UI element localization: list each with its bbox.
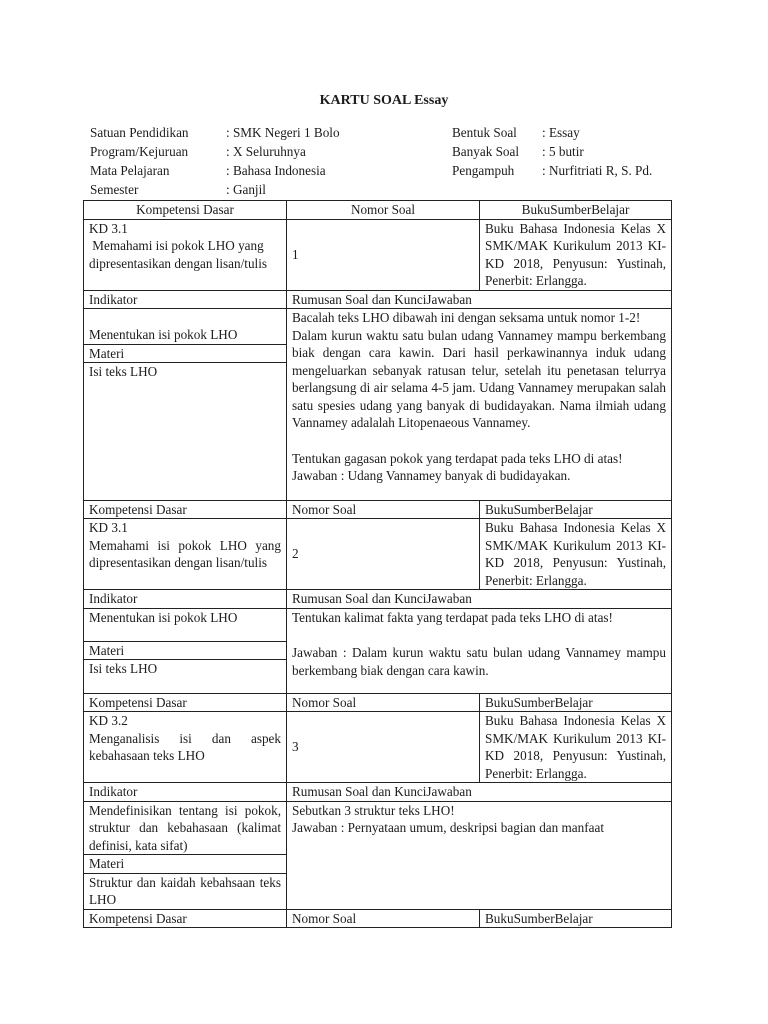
nomor-header: Nomor Soal [287,693,480,712]
kd-description: Memahami isi pokok LHO yang dipresentasikan dengan lisan/tulis [89,537,281,570]
kd-cell [84,519,287,590]
soal-cell [287,801,672,909]
rumusan-row [84,801,672,909]
materi-text: Isi teks LHO [84,362,286,381]
question-card-table [83,200,672,928]
meta-label: Mata Pelajaran [90,163,170,178]
meta-label: Program/Kejuruan [90,144,189,159]
meta-value: : 5 butir [542,144,584,159]
kd-description: Menganalisis isi dan aspek kebahasaan teks LHO [89,730,281,763]
indikator-text: Menentukan isi pokok LHO [89,327,238,342]
soal-question: Tentukan gagasan pokok yang terdapat pada teks LHO di atas! [292,450,623,466]
indikator-cell [84,608,287,693]
buku-sumber: Buku Bahasa Indonesia Kelas X SMK/MAK Kurikulum 2013 KI-KD 2018, Penyusun: Yustinah, Penerbit: Erlangga. [480,519,672,590]
card-info-row [84,519,672,590]
rumusan-row [84,608,672,693]
meta-label: Bentuk Soal [452,125,517,140]
materi-text: Isi teks LHO [84,659,286,693]
materi-label: Materi [84,641,286,660]
meta-value: : Nurfitriati R, S. Pd. [542,163,653,178]
meta-label: Banyak Soal [452,144,520,159]
kd-cell [84,219,287,290]
indikator-cell [84,801,287,909]
kd-description: Memahami isi pokok LHO yang dipresentasikan dengan lisan/tulis [89,238,268,271]
kd-code: KD 3.1 [89,220,128,236]
buku-sumber: Buku Bahasa Indonesia Kelas X SMK/MAK Kurikulum 2013 KI-KD 2018, Penyusun: Yustinah, Penerbit: Erlangga. [480,712,672,783]
card-header-row [84,500,672,519]
rumusan-header-row [84,290,672,309]
materi-text: Struktur dan kaidah kebahsaan teks LHO [84,873,286,909]
soal-cell [287,608,672,693]
nomor-header: Nomor Soal [287,909,480,928]
kompetensi-header: Kompetensi Dasar [84,909,287,928]
meta-label: Pengampuh [452,163,515,178]
kompetensi-header: Kompetensi Dasar [84,693,287,712]
rumusan-header: Rumusan Soal dan KunciJawaban [287,590,672,609]
rumusan-header: Rumusan Soal dan KunciJawaban [287,290,672,309]
indikator-cell [84,309,287,501]
rumusan-header-row [84,783,672,802]
soal-question: Tentukan kalimat fakta yang terdapat pada teks LHO di atas! [292,609,613,625]
indikator-header: Indikator [84,590,287,609]
meta-label: Semester [90,182,139,197]
indikator-header: Indikator [84,290,287,309]
rumusan-header-row [84,590,672,609]
nomor-header: Nomor Soal [287,201,480,220]
materi-label: Materi [84,344,286,363]
nomor-header: Nomor Soal [287,500,480,519]
card-info-row [84,219,672,290]
meta-value: : Bahasa Indonesia [226,163,326,178]
indikator-text: Menentukan isi pokok LHO [89,609,238,625]
indikator-text: Mendefinisikan tentang isi pokok, struktur dan kebahasaan (kalimat definisi, kata sifat) [89,802,281,853]
document-title: KARTU SOAL Essay [319,93,449,108]
materi-label: Materi [84,854,286,873]
rumusan-row [84,309,672,501]
rumusan-header: Rumusan Soal dan KunciJawaban [287,783,672,802]
soal-cell [287,309,672,501]
nomor-soal: 2 [287,519,480,590]
soal-answer: Jawaban : Dalam kurun waktu satu bulan udang Vannamey mampu berkembang biak dengan cara kawin. [292,645,666,678]
kd-code: KD 3.1 [89,520,128,535]
card-header-row [84,693,672,712]
soal-instruction: Bacalah teks LHO dibawah ini dengan seksama untuk nomor 1-2! [292,310,641,325]
kompetensi-header: Kompetensi Dasar [84,201,287,220]
buku-header: BukuSumberBelajar [480,909,672,928]
soal-answer: Jawaban : Pernyataan umum, deskripsi bagian dan manfaat [292,820,605,835]
nomor-soal: 1 [287,219,480,290]
soal-passage: Dalam kurun waktu satu bulan udang Vannamey mampu berkembang biak dengan cara kawin. Dari hasil perkawinannya induk udang mengeluarkan sebanyak ratusan telur, setelah itu penetasan telurrya berlangsung di air selama 4-5 jam. Udang Vannamey merupakan salah satu spesies udang yang banyak di budidayakan. Nama ilmiah udang Vannamey adalalah Litopenaeous Vannamey. [292,327,666,430]
meta-value: : X Seluruhnya [226,144,306,159]
meta-value: : Essay [542,125,580,140]
indikator-header: Indikator [84,783,287,802]
kd-code: KD 3.2 [89,713,128,728]
kompetensi-header: Kompetensi Dasar [84,500,287,519]
card-header-row [84,909,672,928]
nomor-soal: 3 [287,712,480,783]
buku-sumber: Buku Bahasa Indonesia Kelas X SMK/MAK Kurikulum 2013 KI-KD 2018, Penyusun: Yustinah, Penerbit: Erlangga. [480,219,672,290]
card-info-row [84,712,672,783]
buku-header: BukuSumberBelajar [480,201,672,220]
card-header-row [84,201,672,220]
buku-header: BukuSumberBelajar [480,693,672,712]
kd-cell [84,712,287,783]
soal-answer: Jawaban : Udang Vannamey banyak di budidayakan. [292,468,571,483]
meta-label: Satuan Pendidikan [90,125,189,140]
buku-header: BukuSumberBelajar [480,500,672,519]
soal-question: Sebutkan 3 struktur teks LHO! [292,802,455,818]
meta-value: : Ganjil [226,182,266,197]
meta-value: : SMK Negeri 1 Bolo [226,125,340,140]
